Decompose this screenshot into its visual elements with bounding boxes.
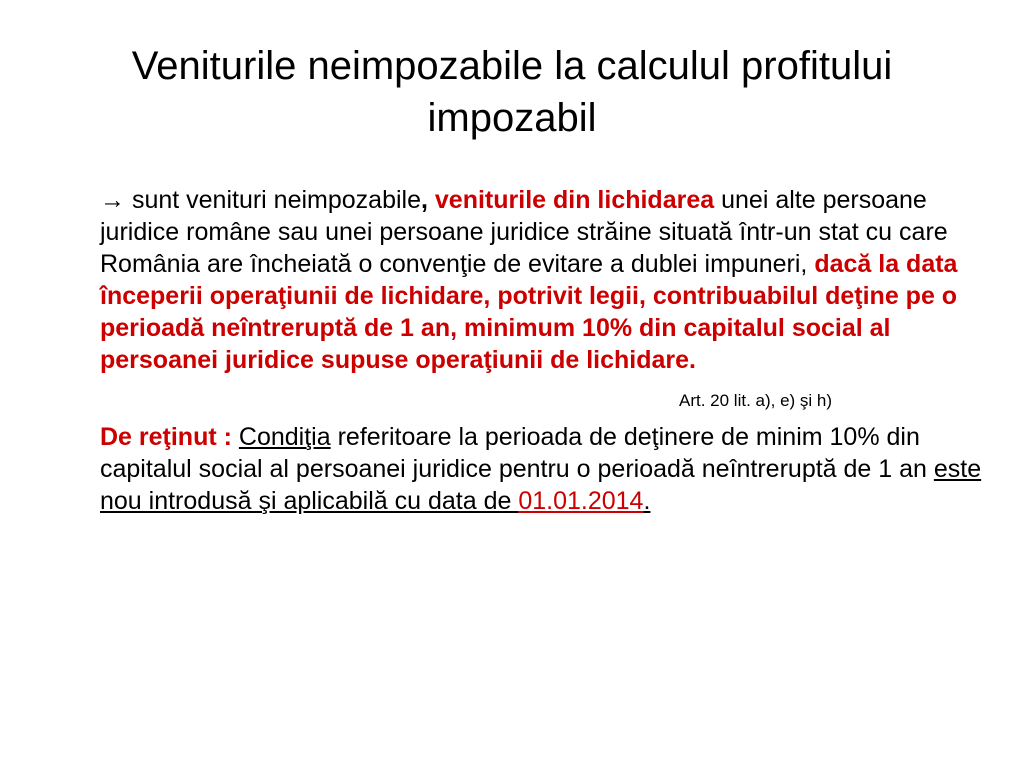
comma-text: ,	[421, 186, 428, 214]
condition-word: Condiţia	[238, 423, 331, 451]
paragraph-note	[100, 421, 990, 517]
note-text: referitoare la perioada de deţinere de minim 10% din capitalul social al persoanei juridice pentru o perioadă neîntreruptă de 1 an	[100, 423, 934, 483]
middle-text: unei alte persoane juridice române sau unei persoane juridice străine situată într-un stat cu care România are încheiată o convenţie de evitare a dublei impuneri,	[100, 186, 948, 278]
paragraph-income-rule	[100, 184, 990, 376]
highlight-liquidation-income: veniturile din lichidarea	[427, 186, 715, 214]
note-underlined-text: este nou introdusă şi aplicabilă cu data de	[100, 455, 982, 515]
arrow-icon: →	[100, 186, 125, 214]
slide-body	[100, 184, 990, 517]
effective-date: 01.01.2014	[518, 487, 644, 515]
note-period: .	[643, 487, 651, 515]
highlight-condition: dacă la data începerii operaţiunii de lichidare, potrivit legii, contribuabilul deţine pe o perioadă neîntreruptă de 1 an, minimum 10% din capitalul social al persoanei juridice supuse operaţiunii de lichidare.	[100, 250, 958, 374]
article-reference: Art. 20 lit. a), e) şi h)	[679, 391, 833, 410]
slide-title: Veniturile neimpozabile la calculul profitului impozabil	[131, 44, 893, 140]
note-label: De reţinut :	[100, 423, 232, 451]
note-space	[232, 423, 239, 451]
intro-text: sunt venituri neimpozabile	[125, 186, 421, 214]
